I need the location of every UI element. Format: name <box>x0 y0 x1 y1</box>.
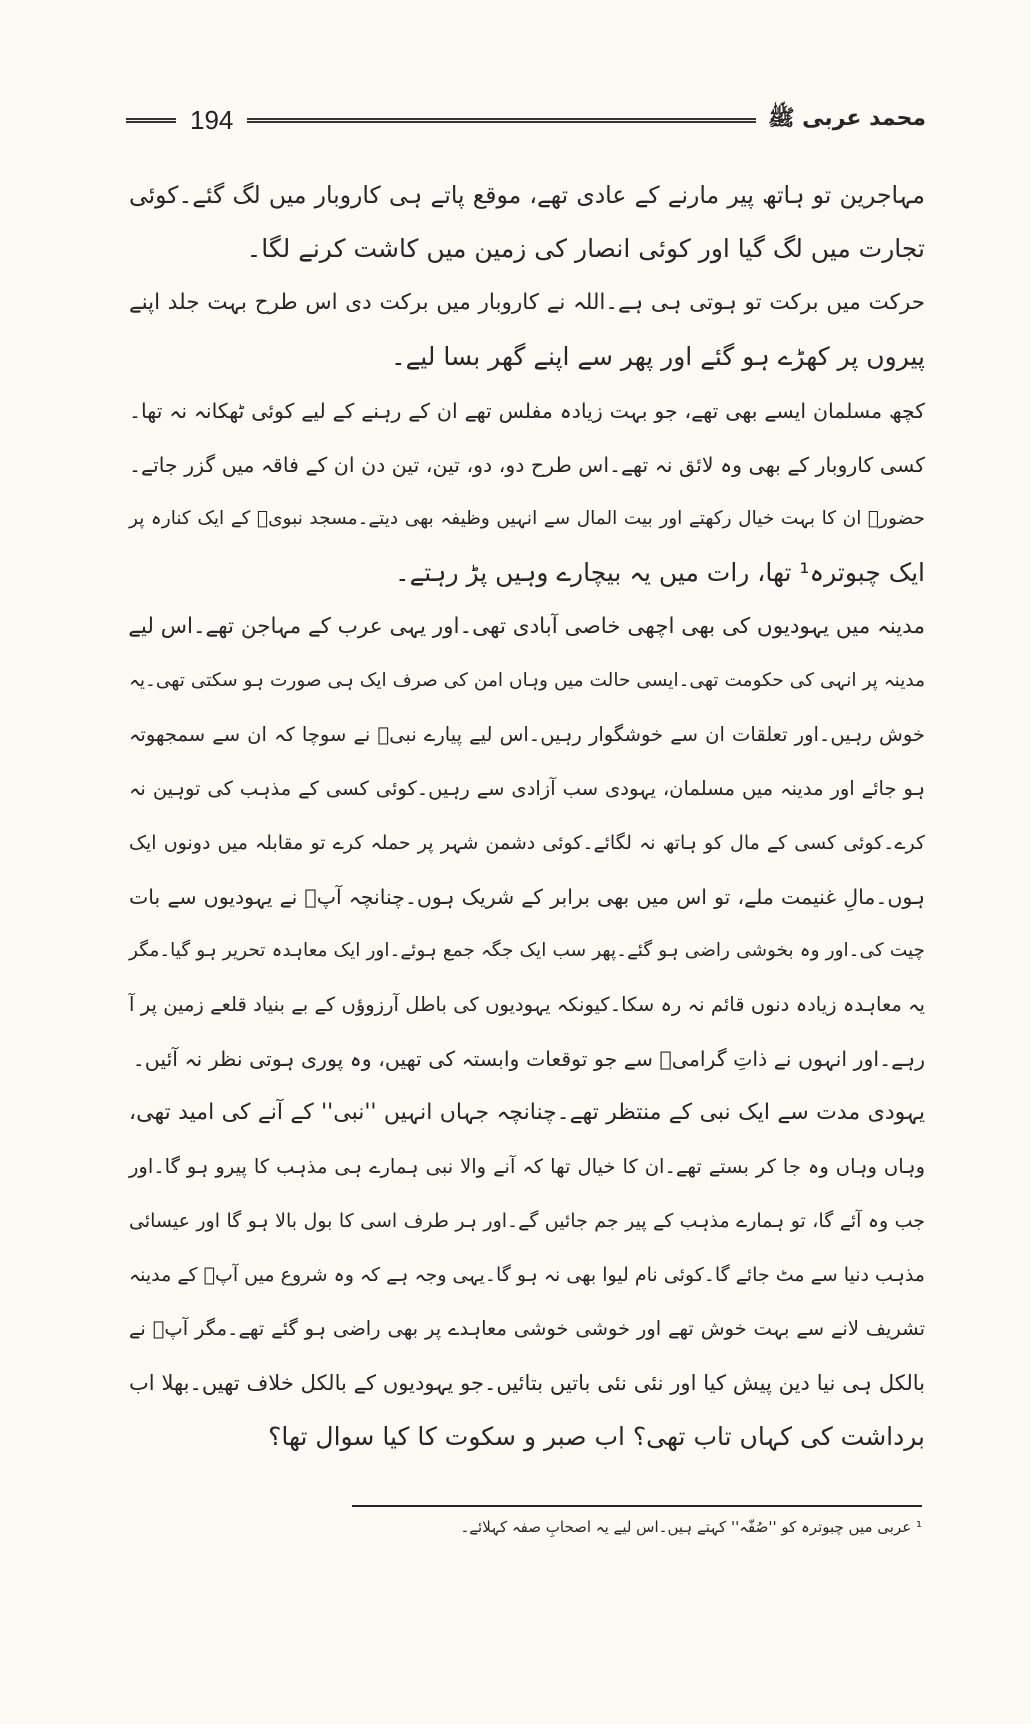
text-line: کسی کاروبار کے بھی وہ لائق نہ تھے۔اس طرح دو، دو، تین، تین دن ان کے فاقہ میں گزر جاتے۔ <box>129 453 925 477</box>
text-line: حرکت میں برکت تو ہوتی ہی ہے۔اللہ نے کاروبار میں برکت دی اس طرح بہت جلد اپنے <box>129 290 925 315</box>
footnote-divider <box>352 1505 922 1507</box>
text-line: ہو جائے اور مدینہ میں مسلمان، یہودی سب آزادی سے رہیں۔کوئی کسی کے مذہب کی توہین نہ <box>129 777 925 800</box>
text-line: جب وہ آئے گا، تو ہمارے مذہب کے پیر جم جائیں گے۔اور ہر طرف اسی کا بول بالا ہو گا اور عیسائی <box>129 1210 925 1232</box>
text-line: کچھ مسلمان ایسے بھی تھے، جو بہت زیادہ مفلس تھے ان کے رہنے کے لیے کوئی ٹھکانہ نہ تھا۔ <box>129 399 925 423</box>
text-line: چیت کی۔اور وہ بخوشی راضی ہو گئے۔پھر سب ایک جگہ جمع ہوئے۔اور ایک معاہدہ تحریر ہو گیا۔مگر <box>129 940 925 961</box>
footnote: ¹ عربی میں چبوترہ کو ''صُفّہ'' کہتے ہیں۔اس لیے یہ اصحابِ صفہ کہلائے۔ <box>460 1518 922 1536</box>
text-line: کرے۔کوئی کسی کے مال کو ہاتھ نہ لگائے۔کوئی دشمن شہر پر حملہ کرے تو مقابلہ میں دونوں ایک <box>129 832 925 854</box>
text-line: خوش رہیں۔اور تعلقات ان سے خوشگوار رہیں۔اس لیے پیارے نبیؐ نے سوچا کہ ان سے سمجھوتہ <box>129 723 925 746</box>
header-rule <box>247 118 756 123</box>
text-line: بالکل ہی نیا دین پیش کیا اور نئی نئی باتیں بتائیں۔جو یہودیوں کے بالکل خلاف تھیں۔بھلا اب <box>129 1371 925 1395</box>
text-line: مدینہ پر انہی کی حکومت تھی۔ایسی حالت میں وہاں امن کی صرف ایک ہی صورت ہو سکتی تھی۔یہ <box>129 670 925 691</box>
page-body <box>129 168 925 1464</box>
text-line: مذہب دنیا سے مٹ جائے گا۔کوئی نام لیوا بھی نہ ہو گا۔یہی وجہ ہے کہ وہ شروع میں آپؐ کے مدینہ <box>129 1264 925 1286</box>
text-line: وہاں وہاں وہ جا کر بستے تھے۔ان کا خیال تھا کہ آنے والا نبی ہمارے ہی مذہب کا پیرو ہو گا۔اور <box>129 1155 925 1178</box>
header-rule <box>126 118 176 123</box>
text-line: ہوں۔مالِ غنیمت ملے، تو اس میں بھی برابر کے شریک ہوں۔چنانچہ آپؐ نے یہودیوں سے بات <box>129 885 925 909</box>
text-line: یہودی مدت سے ایک نبی کے منتظر تھے۔چنانچہ جہاں انہیں ''نبی'' کے آنے کی امید تھی، <box>129 1100 925 1125</box>
text-line: برداشت کی کہاں تاب تھی؟ اب صبر و سکوت کا کیا سوال تھا؟ <box>268 1422 925 1451</box>
text-line: رہے۔اور انہوں نے ذاتِ گرامیؐ سے جو توقعات وابستہ کی تھیں، وہ پوری ہوتی نظر نہ آئیں۔ <box>132 1047 925 1071</box>
page-header <box>126 100 926 140</box>
text-line: مدینہ میں یہودیوں کی بھی اچھی خاصی آبادی تھی۔اور یہی عرب کے مہاجن تھے۔اس لیے <box>128 614 925 639</box>
text-line: پیروں پر کھڑے ہو گئے اور پھر سے اپنے گھر بسا لیے۔ <box>390 342 925 371</box>
text-line: تشریف لانے سے بہت خوش تھے اور خوشی خوشی معاہدے پر بھی راضی ہو گئے تھے۔مگر آپؐ نے <box>129 1317 925 1340</box>
text-line: یہ معاہدہ زیادہ دنوں قائم نہ رہ سکا۔کیونکہ یہودیوں کی باطل آرزوؤں کے بے بنیاد قلعے زمین پر آ <box>129 993 925 1016</box>
page-number: 194 <box>190 104 234 135</box>
text-line: ایک چبوترہ¹ تھا، رات میں یہ بیچارے وہیں پڑ رہتے۔ <box>394 558 925 587</box>
text-line: مہاجرین تو ہاتھ پیر مارنے کے عادی تھے، موقع پاتے ہی کاروبار میں لگ گئے۔کوئی <box>129 181 925 209</box>
book-title: محمد عربی ﷺ <box>767 106 926 131</box>
text-line: تجارت میں لگ گیا اور کوئی انصار کی زمین میں کاشت کرنے لگا۔ <box>246 234 925 263</box>
text-line: حضورؐ ان کا بہت خیال رکھتے اور بیت المال سے انہیں وظیفہ بھی دیتے۔مسجد نبویؐ کے ایک کنارہ پر <box>129 508 925 529</box>
